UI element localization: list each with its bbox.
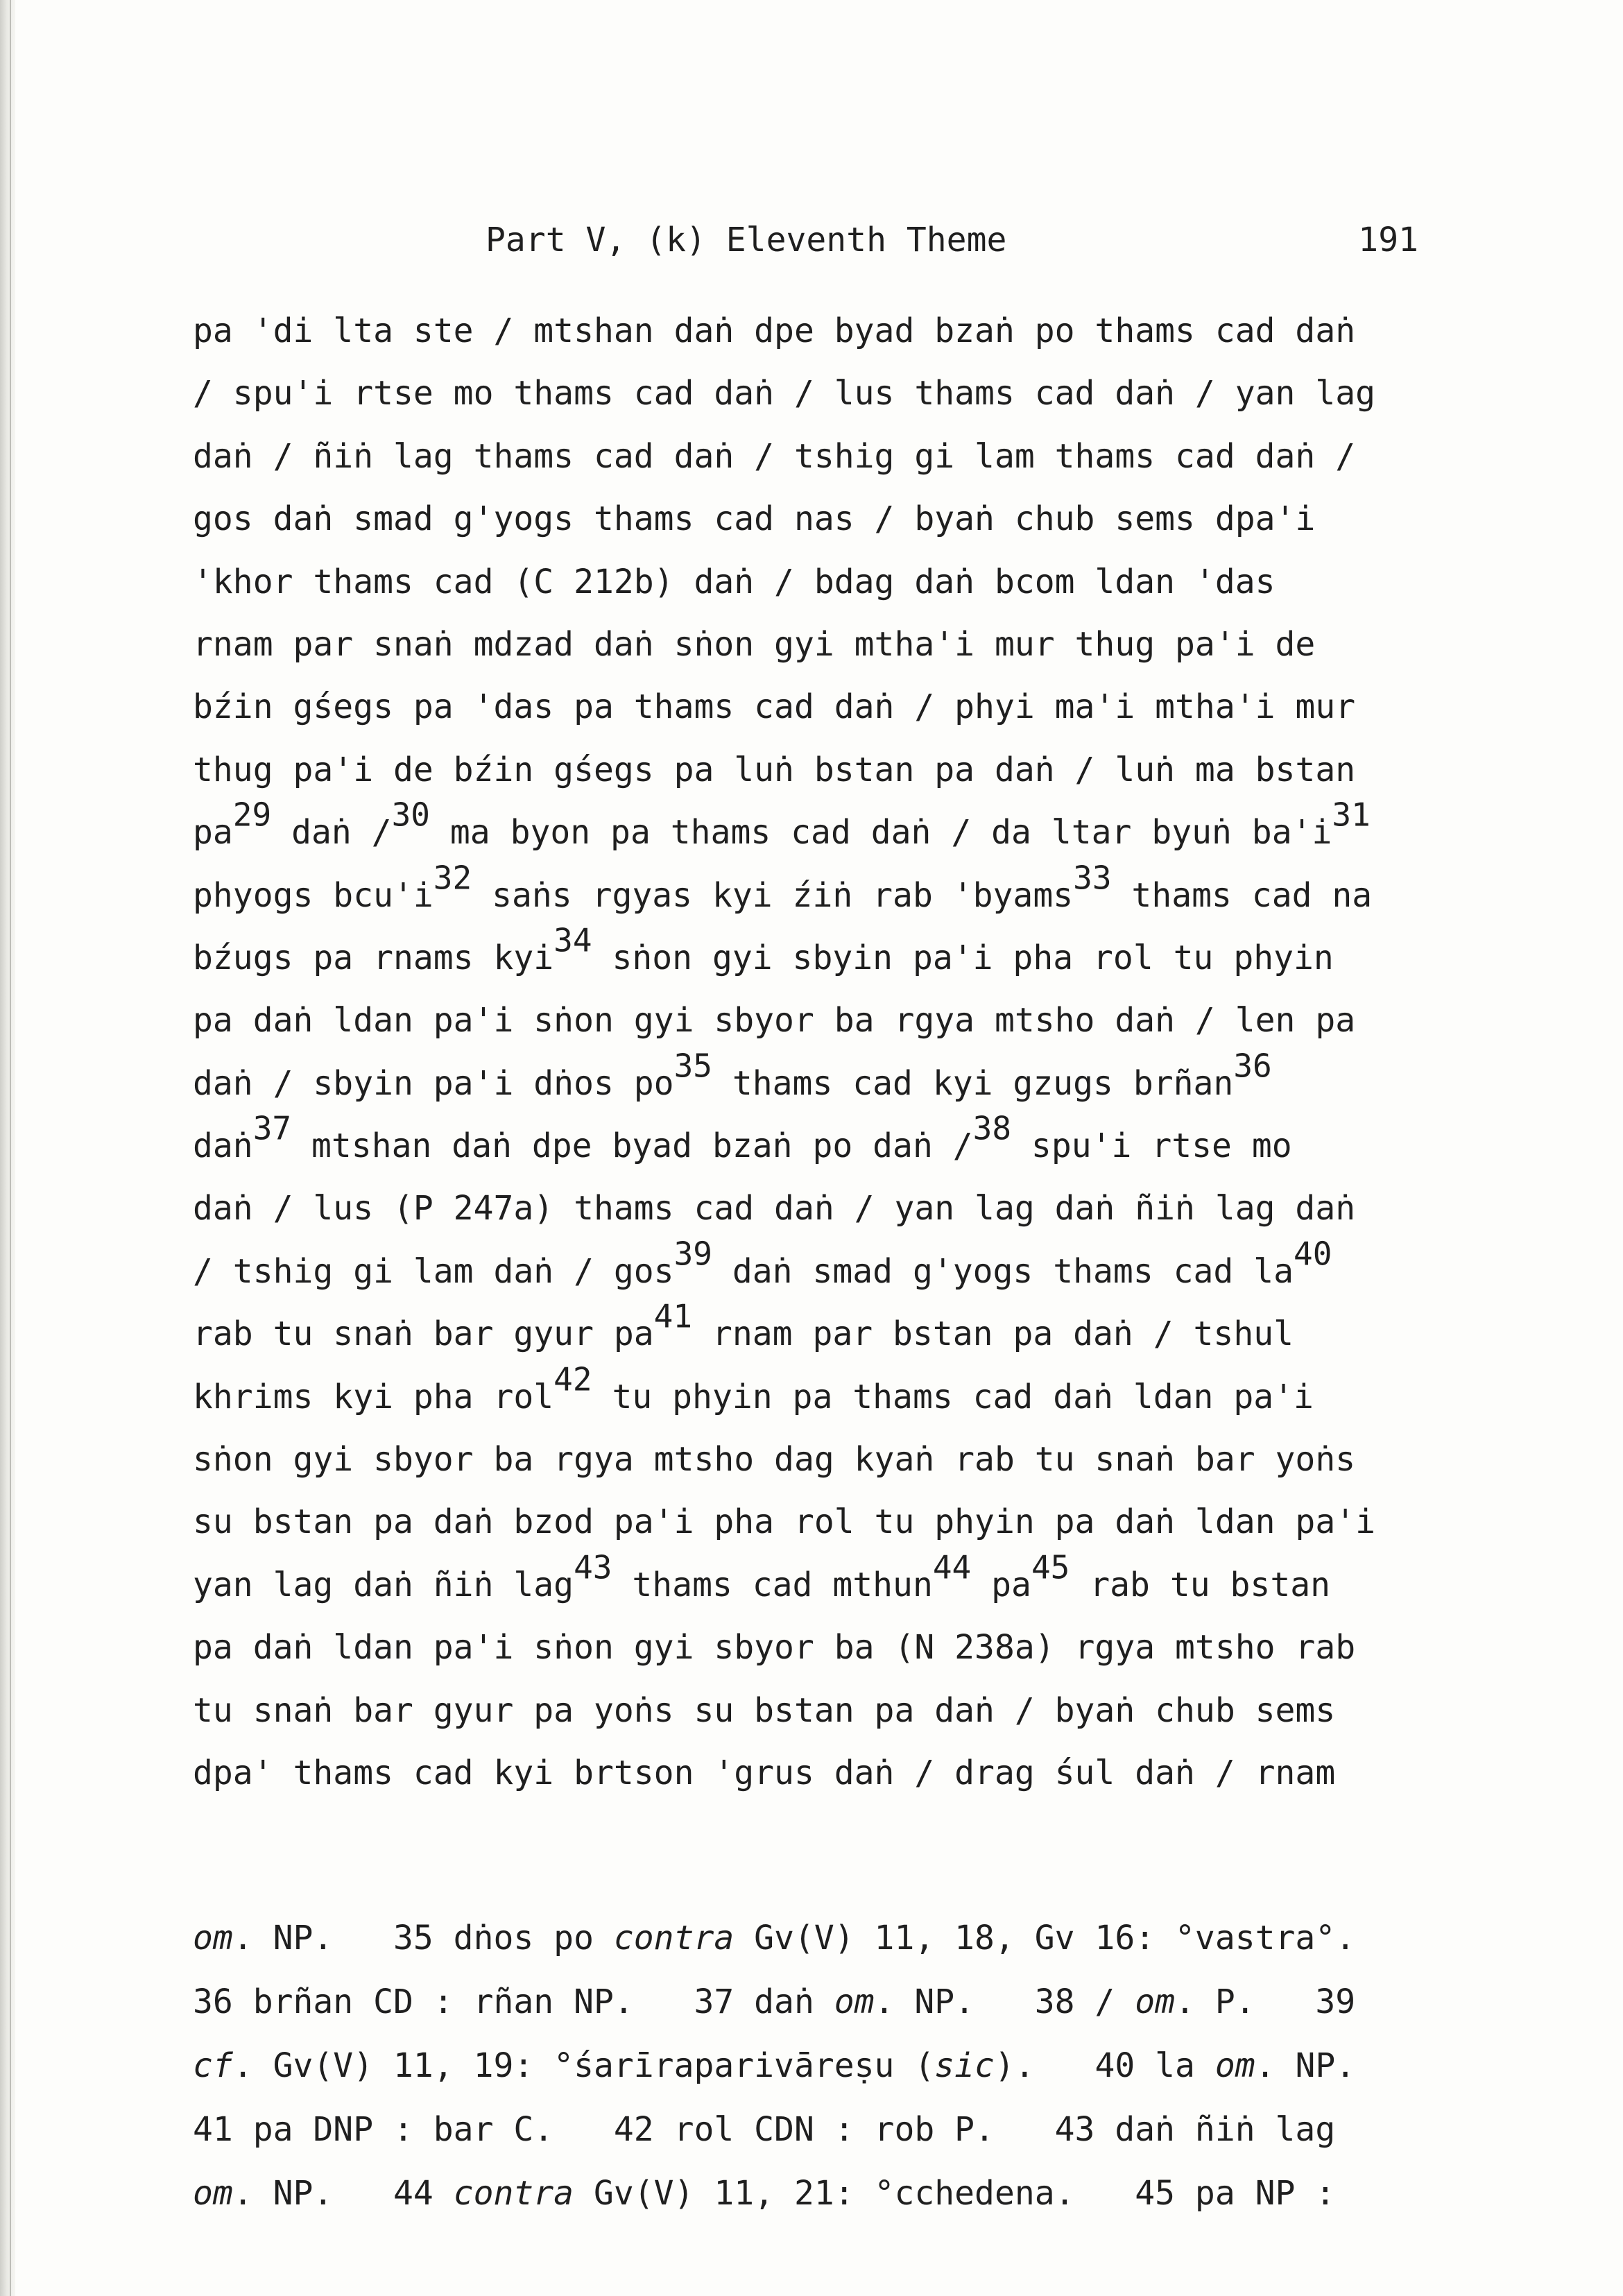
text-line — [193, 676, 1455, 738]
text-run: phyogs bcu'i — [193, 875, 433, 915]
text-run: thams cad kyi gzugs brñan — [712, 1063, 1234, 1103]
text-line — [193, 1360, 1455, 1428]
footnote-ref: 34 — [553, 921, 592, 959]
text-line — [193, 1109, 1455, 1177]
main-text — [193, 300, 1455, 1804]
footnote-ref: 45 — [1031, 1548, 1070, 1586]
text-run: daṅ / ñiṅ lag thams cad daṅ / tshig gi lam thams cad daṅ / — [193, 436, 1356, 476]
italic-text: om — [193, 1919, 233, 1957]
footnote-ref: 44 — [932, 1548, 972, 1586]
text-line — [193, 613, 1455, 676]
text-run: pa 'di lta ste / mtshan daṅ dpe byad bzaṅ po thams cad daṅ — [193, 311, 1356, 350]
text-line — [193, 551, 1455, 613]
text-run: / spu'i rtse mo thams cad daṅ / lus thams cad daṅ / yan lag — [193, 374, 1376, 413]
text-run: . P. 39 — [1175, 1982, 1356, 2021]
text-line — [193, 1177, 1455, 1240]
text-run: spu'i rtse mo — [1011, 1126, 1292, 1166]
footnote-ref: 35 — [673, 1047, 712, 1085]
footnote-line — [193, 2098, 1455, 2161]
text-run: rnam par bstan pa daṅ / tshul — [692, 1314, 1294, 1354]
italic-text: sic — [934, 2046, 995, 2085]
italic-text: om — [193, 2174, 233, 2213]
footnote-line — [193, 1970, 1455, 2034]
italic-text: om — [1135, 1982, 1176, 2021]
text-line — [193, 796, 1455, 864]
text-run: Gv(V) 11, 18, Gv 16: °vastra°. — [734, 1919, 1356, 1957]
text-run: tu phyin pa thams cad daṅ ldan pa'i — [592, 1377, 1314, 1416]
text-run: . NP. 38 / — [874, 1982, 1135, 2021]
text-run: ). 40 la — [994, 2046, 1215, 2085]
footnote-line — [193, 1906, 1455, 1970]
text-run: rab tu snaṅ bar gyur pa — [193, 1314, 654, 1354]
text-run: pa daṅ ldan pa'i sṅon gyi sbyor ba rgya mtsho daṅ / len pa — [193, 1001, 1356, 1040]
footnote-ref: 42 — [553, 1360, 592, 1398]
text-line — [193, 1491, 1455, 1553]
text-run: rnam par snaṅ mdzad daṅ sṅon gyi mtha'i mur thug pa'i de — [193, 624, 1316, 664]
italic-text: cf — [193, 2046, 233, 2085]
text-line — [193, 859, 1455, 927]
footnote-line — [193, 2034, 1455, 2098]
text-line — [193, 739, 1455, 801]
text-line — [193, 989, 1455, 1052]
text-run: . NP. 35 dṅos po — [232, 1919, 614, 1957]
text-run: yan lag daṅ ñiṅ lag — [193, 1565, 574, 1604]
text-line — [193, 425, 1455, 488]
scan-gutter — [0, 0, 15, 2296]
text-run: 'khor thams cad (C 212b) daṅ / bdag daṅ bcom ldan 'das — [193, 562, 1276, 601]
footnote-line — [193, 2161, 1455, 2225]
footnote-ref: 32 — [433, 859, 472, 897]
running-title: Part V, (k) Eleventh Theme — [486, 221, 1007, 259]
text-run: daṅ smad g'yogs thams cad la — [712, 1251, 1294, 1291]
text-run: thug pa'i de bźin gśegs pa luṅ bstan pa daṅ / luṅ ma bstan — [193, 750, 1356, 789]
footnote-ref: 38 — [972, 1109, 1012, 1147]
text-run: Gv(V) 11, 21: °cchedena. 45 pa NP : — [574, 2174, 1336, 2213]
text-run: 41 pa DNP : bar C. 42 rol CDN : rob P. 43 daṅ ñiṅ lag — [193, 2110, 1336, 2149]
text-run: sṅon gyi sbyor ba rgya mtsho dag kyaṅ rab tu snaṅ bar yoṅs — [193, 1440, 1356, 1480]
text-run: . NP. — [1255, 2046, 1356, 2085]
text-line — [193, 1297, 1455, 1365]
italic-text: om — [834, 1982, 875, 2021]
text-run: daṅ / sbyin pa'i dṅos po — [193, 1063, 674, 1103]
text-line — [193, 300, 1455, 362]
text-run: saṅs rgyas kyi źiṅ rab 'byams — [472, 875, 1074, 915]
footnote-ref: 30 — [391, 796, 430, 834]
text-run: thams cad mthun — [612, 1565, 933, 1604]
text-line — [193, 1047, 1455, 1115]
text-run: khrims kyi pha rol — [193, 1377, 554, 1416]
footnote-ref: 37 — [252, 1109, 292, 1147]
text-run: mtshan daṅ dpe byad bzaṅ po daṅ / — [291, 1126, 973, 1166]
footnote-ref: 31 — [1332, 796, 1371, 834]
italic-text: om — [1214, 2046, 1255, 2085]
text-run: pa — [971, 1565, 1031, 1604]
footnote-ref: 39 — [673, 1235, 712, 1273]
text-run: bźin gśegs pa 'das pa thams cad daṅ / phyi ma'i mtha'i mur — [193, 687, 1356, 727]
text-run: daṅ / — [271, 813, 392, 853]
text-run: daṅ — [193, 1126, 253, 1166]
page-number: 191 — [1358, 221, 1418, 259]
footnote-ref: 43 — [574, 1548, 612, 1586]
text-line — [193, 921, 1455, 989]
footnotes — [193, 1906, 1455, 2225]
italic-text: contra — [613, 1919, 735, 1957]
footnote-ref: 33 — [1073, 859, 1112, 897]
italic-text: contra — [453, 2174, 574, 2213]
text-line — [193, 1235, 1455, 1303]
footnote-ref: 41 — [653, 1297, 693, 1335]
text-line — [193, 1679, 1455, 1742]
text-run: 36 brñan CD : rñan NP. 37 daṅ — [193, 1982, 834, 2021]
text-run: rab tu bstan — [1070, 1565, 1331, 1604]
text-run: tu snaṅ bar gyur pa yoṅs su bstan pa daṅ / byaṅ chub sems — [193, 1690, 1336, 1730]
text-run: thams cad na — [1111, 875, 1373, 915]
text-line — [193, 488, 1455, 550]
footnote-ref: 36 — [1233, 1047, 1272, 1085]
page-header — [486, 221, 1418, 276]
text-run: pa daṅ ldan pa'i sṅon gyi sbyor ba (N 238a) rgya mtsho rab — [193, 1628, 1356, 1668]
text-run: dpa' thams cad kyi brtson 'grus daṅ / drag śul daṅ / rnam — [193, 1753, 1336, 1792]
text-run: daṅ / lus (P 247a) thams cad daṅ / yan lag daṅ ñiṅ lag daṅ — [193, 1189, 1356, 1228]
text-run: gos daṅ smad g'yogs thams cad nas / byaṅ chub sems dpa'i — [193, 499, 1316, 539]
text-line — [193, 1548, 1455, 1616]
text-run: . Gv(V) 11, 19: °śarīraparivāreṣu ( — [232, 2046, 935, 2085]
text-run: su bstan pa daṅ bzod pa'i pha rol tu phyin pa daṅ ldan pa'i — [193, 1502, 1376, 1542]
text-line — [193, 1428, 1455, 1491]
footnote-ref: 29 — [232, 796, 272, 834]
text-run: . NP. 44 — [232, 2174, 454, 2213]
footnote-ref: 40 — [1294, 1235, 1332, 1273]
text-line — [193, 362, 1455, 425]
text-run: / tshig gi lam daṅ / gos — [193, 1251, 674, 1291]
text-line — [193, 1742, 1455, 1804]
text-run: bźugs pa rnams kyi — [193, 938, 554, 977]
text-run: pa — [193, 813, 233, 853]
text-run: sṅon gyi sbyin pa'i pha rol tu phyin — [592, 938, 1334, 977]
text-line — [193, 1616, 1455, 1679]
text-run: ma byon pa thams cad daṅ / da ltar byuṅ ba'i — [429, 813, 1332, 853]
